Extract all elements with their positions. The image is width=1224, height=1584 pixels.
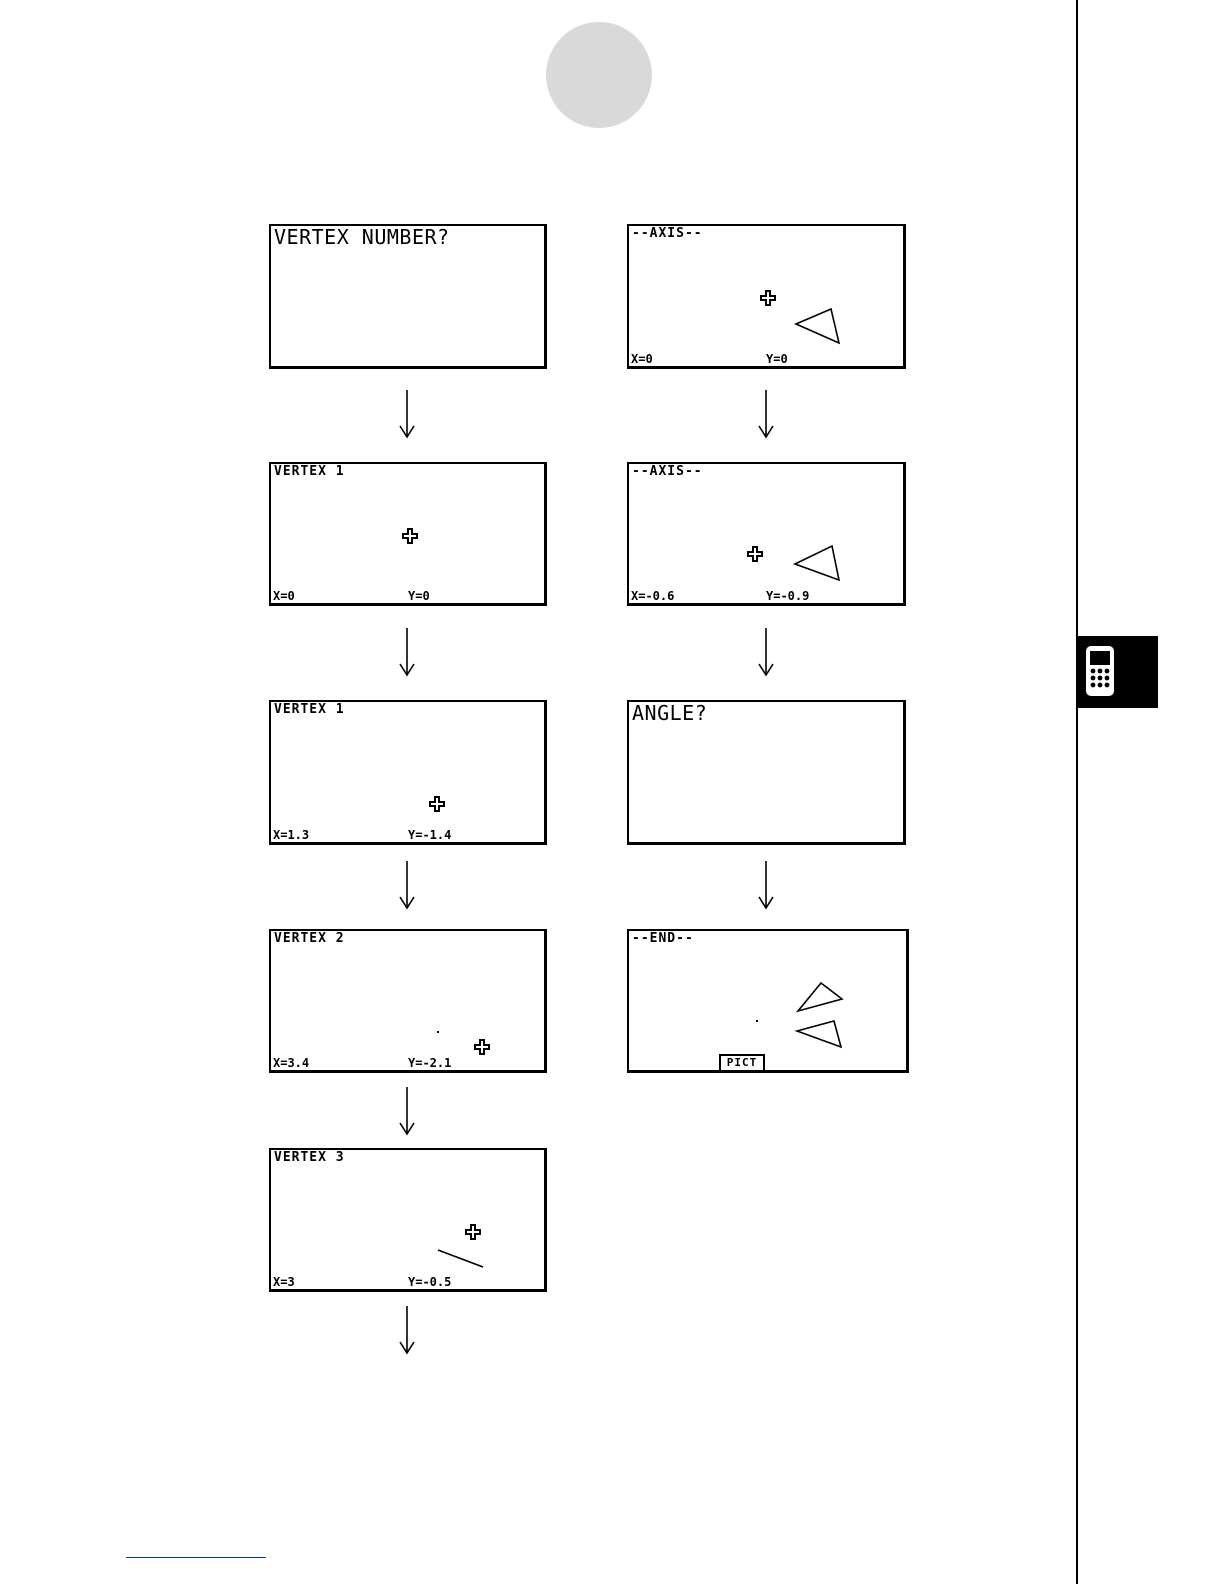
down-arrow-icon	[758, 628, 774, 678]
screen-vertex-2	[269, 929, 547, 1073]
down-arrow-icon	[399, 861, 415, 911]
screen-vertex-1-start	[269, 462, 547, 606]
screen-title: --AXIS--	[632, 464, 703, 479]
screen-title: VERTEX 1	[274, 464, 345, 479]
down-arrow-icon	[758, 390, 774, 440]
page-margin-rule	[1076, 0, 1078, 1584]
triangle	[796, 309, 839, 343]
section-tab	[1078, 636, 1158, 708]
triangle	[795, 546, 839, 580]
screen-title: VERTEX 2	[274, 931, 345, 946]
x-coordinate: X=-0.6	[631, 589, 675, 603]
crosshair-icon	[466, 1225, 480, 1239]
screen-title: VERTEX 1	[274, 702, 345, 717]
down-arrow-icon	[399, 1087, 415, 1137]
original-triangle	[797, 1021, 841, 1047]
y-coordinate: Y=-1.4	[408, 828, 452, 842]
screen-end	[627, 929, 909, 1073]
triangle-edge	[438, 1250, 483, 1267]
screen-title: --END--	[632, 931, 694, 946]
screen-title: ANGLE?	[632, 701, 708, 725]
screen-vertex-number	[269, 224, 547, 369]
screen-title: VERTEX NUMBER?	[274, 225, 450, 249]
crosshair-icon	[430, 797, 444, 811]
footer-link-underline[interactable]	[126, 1557, 266, 1558]
vertex-point	[437, 1031, 439, 1033]
y-coordinate: Y=-2.1	[408, 1056, 452, 1070]
down-arrow-icon	[758, 861, 774, 911]
pict-menu-button[interactable]: PICT	[719, 1054, 765, 1070]
down-arrow-icon	[399, 628, 415, 678]
screen-axis-start	[627, 224, 906, 369]
y-coordinate: Y=0	[766, 352, 788, 366]
screen-title: VERTEX 3	[274, 1150, 345, 1165]
x-coordinate: X=3.4	[273, 1056, 310, 1070]
screen-vertex-3	[269, 1148, 547, 1292]
down-arrow-icon	[399, 390, 415, 440]
crosshair-icon	[748, 547, 762, 561]
rotation-center-point	[756, 1020, 758, 1022]
screen-axis-moved	[627, 462, 906, 606]
down-arrow-icon	[399, 1306, 415, 1356]
x-coordinate: X=1.3	[273, 828, 310, 842]
chapter-marker-circle	[546, 22, 652, 128]
x-coordinate: X=0	[273, 589, 295, 603]
screen-angle	[627, 700, 906, 845]
crosshair-icon	[475, 1040, 489, 1054]
crosshair-icon	[761, 291, 775, 305]
screen-vertex-1-moved	[269, 700, 547, 845]
y-coordinate: Y=-0.5	[408, 1275, 452, 1289]
rotated-triangle	[798, 983, 842, 1011]
crosshair-icon	[403, 529, 417, 543]
x-coordinate: X=3	[273, 1275, 295, 1289]
y-coordinate: Y=0	[408, 589, 430, 603]
y-coordinate: Y=-0.9	[766, 589, 810, 603]
x-coordinate: X=0	[631, 352, 653, 366]
screen-title: --AXIS--	[632, 226, 703, 241]
